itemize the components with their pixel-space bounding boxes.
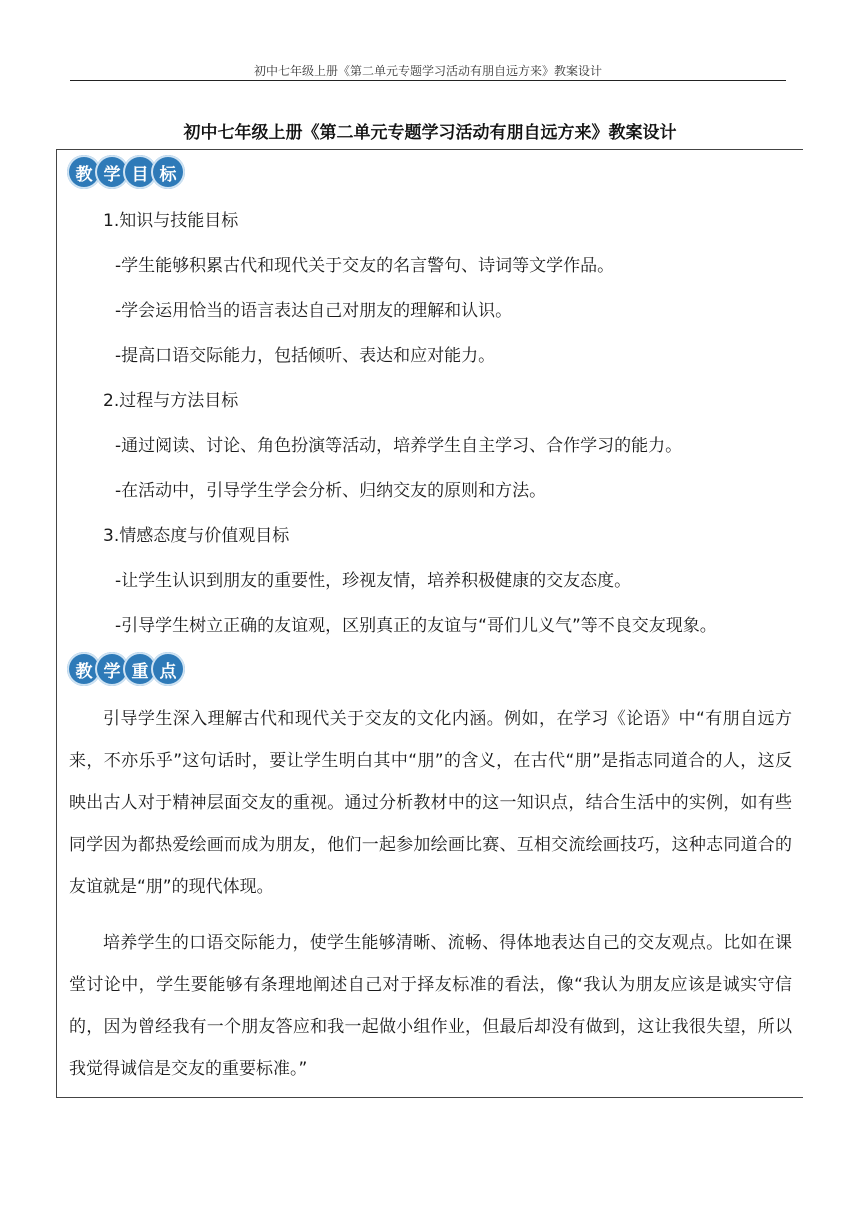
keypoint-paragraph: 培养学生的口语交际能力，使学生能够清晰、流畅、得体地表达自己的交友观点。比如在课堂讨论中，学生要能够有条理地阐述自己对于择友标准的看法，像“我认为朋友应该是诚实守信的，因为曾经我有一个朋友答应和我一起做小组作业，但最后却没有做到，这让我很失望，所以我觉得诚信是交友的重要标准。” (69, 933, 792, 1079)
objective-item: -让学生认识到朋友的重要性，珍视友情，培养积极健康的交友态度。 (115, 571, 632, 591)
badge-char: 教 (67, 155, 101, 189)
objective-item: -在活动中，引导学生学会分析、归纳交友的原则和方法。 (115, 481, 547, 501)
objective-heading-2: 2.过程与方法目标 (103, 391, 239, 411)
objective-item: -引导学生树立正确的友谊观，区别真正的友谊与“哥们儿义气”等不良交友现象。 (115, 616, 717, 636)
objective-heading-3: 3.情感态度与价值观目标 (103, 526, 290, 546)
objective-item: -提高口语交际能力，包括倾听、表达和应对能力。 (115, 346, 496, 366)
objective-item: -学会运用恰当的语言表达自己对朋友的理解和认识。 (115, 301, 513, 321)
objective-heading-1: 1.知识与技能目标 (103, 211, 239, 231)
keypoint-paragraph: 引导学生深入理解古代和现代关于交友的文化内涵。例如，在学习《论语》中“有朋自远方来，不亦乐乎”这句话时，要让学生明白其中“朋”的含义，在古代“朋”是指志同道合的人，这反映出古人对于精神层面交友的重视。通过分析教材中的这一知识点，结合生活中的实例，如有些同学因为都热爱绘画而成为朋友，他们一起参加绘画比赛、互相交流绘画技巧，这种志同道合的友谊就是“朋”的现代体现。 (69, 709, 792, 897)
keypoints-badge (67, 653, 179, 685)
running-header: 初中七年级上册《第二单元专题学习活动有朋自远方来》教案设计 (253, 64, 602, 78)
badge-char: 学 (95, 155, 129, 189)
objectives-badge (67, 156, 179, 188)
header-rule (70, 80, 786, 81)
objective-item: -学生能够积累古代和现代关于交友的名言警句、诗词等文学作品。 (115, 256, 615, 276)
badge-char: 学 (95, 652, 129, 686)
badge-char: 教 (67, 652, 101, 686)
badge-char: 点 (151, 652, 185, 686)
content-box (56, 149, 803, 1098)
document-title: 初中七年级上册《第二单元专题学习活动有朋自远方来》教案设计 (183, 123, 677, 143)
objective-item: -通过阅读、讨论、角色扮演等活动，培养学生自主学习、合作学习的能力。 (115, 436, 683, 456)
badge-char: 标 (151, 155, 185, 189)
badge-char: 重 (123, 652, 157, 686)
badge-char: 目 (123, 155, 157, 189)
